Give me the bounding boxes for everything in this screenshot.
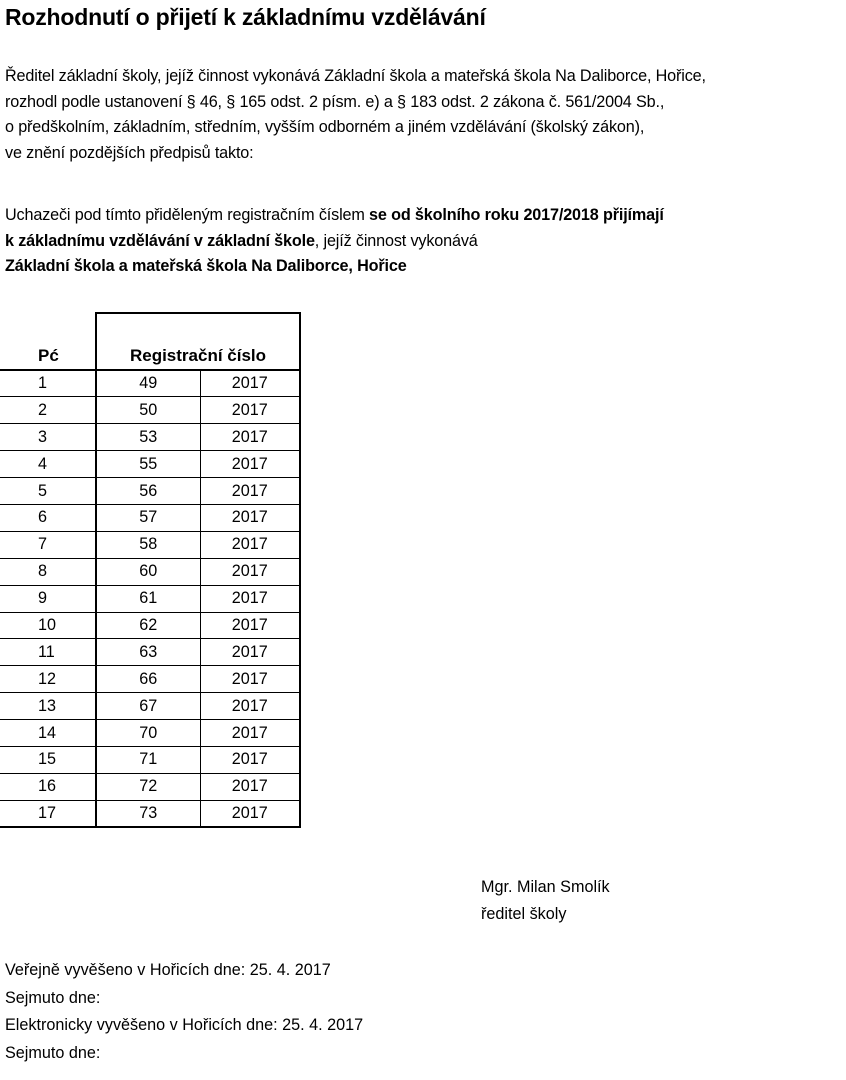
row-order: 13 xyxy=(0,693,96,720)
intro-line: ve znění pozdějších předpisů takto: xyxy=(5,143,254,162)
registration-table xyxy=(0,312,301,828)
table-row xyxy=(0,558,300,585)
removed-date: Sejmuto dne: xyxy=(5,988,101,1007)
table-row xyxy=(0,478,300,505)
decision-line-3 xyxy=(5,254,664,280)
table-row xyxy=(0,424,300,451)
row-reg-number: 61 xyxy=(96,585,200,612)
posted-date: Veřejně vyvěšeno v Hořicích dne: 25. 4. 2017 xyxy=(5,961,331,979)
document-title: Rozhodnutí o přijetí k základnímu vzdělávání xyxy=(5,4,486,30)
row-year: 2017 xyxy=(200,612,300,639)
row-year: 2017 xyxy=(200,639,300,666)
table-row xyxy=(0,370,300,397)
row-year: 2017 xyxy=(200,800,300,827)
table-row xyxy=(0,800,300,827)
row-reg-number: 70 xyxy=(96,720,200,747)
row-reg-number: 63 xyxy=(96,639,200,666)
signatory-name: Mgr. Milan Smolík xyxy=(481,878,610,896)
table-row xyxy=(0,612,300,639)
signature-block xyxy=(481,874,610,928)
decision-text: Uchazeči pod tímto přiděleným registračním číslem xyxy=(5,206,370,224)
row-order: 14 xyxy=(0,720,96,747)
row-reg-number: 57 xyxy=(96,504,200,531)
spacer-cell xyxy=(96,313,300,343)
row-year: 2017 xyxy=(200,531,300,558)
row-year: 2017 xyxy=(200,773,300,800)
decision-line-1 xyxy=(5,203,664,229)
decision-line-2 xyxy=(5,229,664,255)
decision-emphasis: se od školního roku 2017/2018 přijímají xyxy=(369,206,664,224)
row-year: 2017 xyxy=(200,693,300,720)
row-order: 4 xyxy=(0,451,96,478)
spacer-cell xyxy=(0,313,96,343)
row-year: 2017 xyxy=(200,424,300,451)
row-order: 1 xyxy=(0,370,96,397)
row-order: 7 xyxy=(0,531,96,558)
row-reg-number: 49 xyxy=(96,370,200,397)
row-year: 2017 xyxy=(200,666,300,693)
table-header-row xyxy=(0,343,300,370)
signatory-role: ředitel školy xyxy=(481,905,567,923)
row-reg-number: 62 xyxy=(96,612,200,639)
table-row xyxy=(0,639,300,666)
row-reg-number: 55 xyxy=(96,451,200,478)
table-spacer-row xyxy=(0,313,300,343)
row-year: 2017 xyxy=(200,451,300,478)
posting-notes xyxy=(5,957,363,1067)
row-order: 10 xyxy=(0,612,96,639)
row-year: 2017 xyxy=(200,397,300,424)
row-reg-number: 72 xyxy=(96,773,200,800)
row-order: 5 xyxy=(0,478,96,505)
decision-paragraph xyxy=(5,203,664,280)
row-year: 2017 xyxy=(200,746,300,773)
table-row xyxy=(0,451,300,478)
row-order: 12 xyxy=(0,666,96,693)
row-order: 6 xyxy=(0,504,96,531)
posted-electronic-date: Elektronicky vyvěšeno v Hořicích dne: 25. 4. 2017 xyxy=(5,1016,364,1034)
row-reg-number: 66 xyxy=(96,666,200,693)
row-order: 17 xyxy=(0,800,96,827)
row-reg-number: 50 xyxy=(96,397,200,424)
row-order: 11 xyxy=(0,639,96,666)
table-body xyxy=(0,370,300,827)
table-row xyxy=(0,773,300,800)
row-reg-number: 58 xyxy=(96,531,200,558)
header-order: Pć xyxy=(0,343,96,370)
row-order: 15 xyxy=(0,746,96,773)
table-row xyxy=(0,585,300,612)
table-row xyxy=(0,666,300,693)
row-year: 2017 xyxy=(200,370,300,397)
table-row xyxy=(0,720,300,747)
row-year: 2017 xyxy=(200,478,300,505)
row-order: 3 xyxy=(0,424,96,451)
intro-line: Ředitel základní školy, jejíž činnost vykonává Základní škola a mateřská škola Na Daliborce, Hořice, xyxy=(5,67,706,85)
row-reg-number: 71 xyxy=(96,746,200,773)
row-order: 16 xyxy=(0,773,96,800)
table-row xyxy=(0,504,300,531)
row-order: 9 xyxy=(0,585,96,612)
row-reg-number: 53 xyxy=(96,424,200,451)
row-order: 8 xyxy=(0,558,96,585)
intro-paragraph xyxy=(5,64,706,166)
decision-text: , jejíž činnost vykonává xyxy=(314,231,478,250)
row-reg-number: 67 xyxy=(96,693,200,720)
row-reg-number: 56 xyxy=(96,478,200,505)
row-reg-number: 60 xyxy=(96,558,200,585)
table-row xyxy=(0,531,300,558)
table-row xyxy=(0,397,300,424)
row-year: 2017 xyxy=(200,558,300,585)
row-year: 2017 xyxy=(200,585,300,612)
school-name: Základní škola a mateřská škola Na Daliborce, Hořice xyxy=(5,257,407,276)
row-order: 2 xyxy=(0,397,96,424)
intro-line: o předškolním, základním, středním, vyšším odborném a jiném vzdělávání (školský zákon), xyxy=(5,118,645,137)
decision-emphasis: k základnímu vzdělávání v základní škole xyxy=(5,231,315,250)
removed-date: Sejmuto dne: xyxy=(5,1043,101,1062)
row-reg-number: 73 xyxy=(96,800,200,827)
row-year: 2017 xyxy=(200,720,300,747)
intro-line: rozhodl podle ustanovení § 46, § 165 odst. 2 písm. e) a § 183 odst. 2 zákona č. 561/2004 Sb., xyxy=(5,92,665,111)
table-row xyxy=(0,693,300,720)
header-registration-number: Registrační číslo xyxy=(96,343,300,370)
table-row xyxy=(0,746,300,773)
row-year: 2017 xyxy=(200,504,300,531)
